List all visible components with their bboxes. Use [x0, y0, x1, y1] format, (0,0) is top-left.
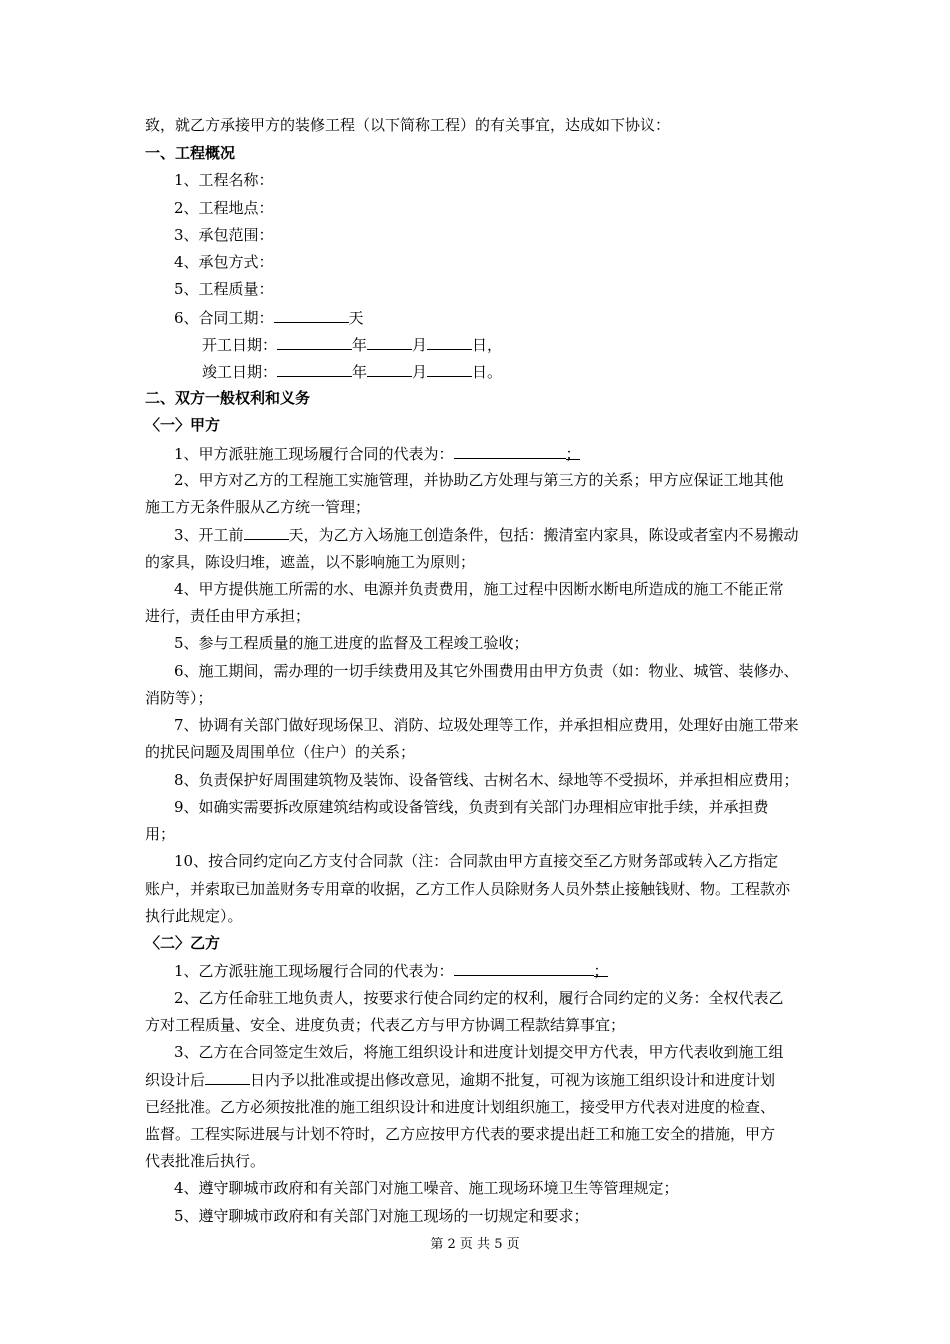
party-b-item-2: 2、乙方任命驻工地负责人，按要求行使合同约定的权利，履行合同约定的义务：全权代表乙	[174, 989, 784, 1007]
party-b-item-5: 5、遵守聊城市政府和有关部门对施工现场的一切规定和要求；	[174, 1207, 589, 1225]
party-b-item-3-cont-2: 已经批准。乙方必须按批准的施工组织设计和进度计划组织施工，接受甲方代表对进度的检查、	[145, 1098, 776, 1116]
party-b-item-3-cont-1: 织设计后 日内予以批准或提出修改意见，逾期不批复，可视为该施工组织设计和进度计划	[145, 1071, 776, 1089]
party-a-item-10-cont-1: 账户，并索取已加盖财务专用章的收据，乙方工作人员除财务人员外禁止接触钱财、物。工程款亦	[145, 880, 791, 898]
party-b-item-1: 1、乙方派驻施工现场履行合同的代表为： ；	[174, 962, 609, 980]
party-a-item-8: 8、负责保护好周围建筑物及装饰、设备管线、古树名木、绿地等不受损坏，并承担相应费用；	[174, 771, 799, 789]
end-date-line: 竣工日期： 年 月 日。	[202, 363, 503, 381]
party-a-item-3: 3、开工前 天，为乙方入场施工创造条件，包括：搬清室内家具，陈设或者室内不易搬动	[174, 526, 799, 544]
item-project-location: 2、工程地点：	[174, 199, 274, 217]
party-a-item-4-cont: 进行，责任由甲方承担；	[145, 607, 311, 625]
party-a-item-5: 5、参与工程质量的施工进度的监督及工程竣工验收；	[174, 634, 529, 652]
item-contract-period: 6、合同工期： 天	[174, 309, 364, 327]
subheading-party-b: 〈二〉乙方	[145, 934, 221, 952]
subheading-party-a: 〈一〉甲方	[145, 416, 221, 434]
party-a-item-7: 7、协调有关部门做好现场保卫、消防、垃圾处理等工作，并承担相应费用，处理好由施工带来	[174, 716, 799, 734]
item-project-name: 1、工程名称：	[174, 171, 274, 189]
section-heading-rights: 二、双方一般权利和义务	[145, 389, 311, 407]
item-contract-mode: 4、承包方式：	[174, 253, 274, 271]
page-footer: 第 2 页 共 5 页	[430, 1237, 520, 1252]
party-a-item-6: 6、施工期间，需办理的一切手续费用及其它外围费用由甲方负责（如：物业、城管、装修办、	[174, 662, 799, 680]
party-b-item-4: 4、遵守聊城市政府和有关部门对施工噪音、施工现场环境卫生等管理规定；	[174, 1179, 679, 1197]
party-a-item-2: 2、甲方对乙方的工程施工实施管理，并协助乙方处理与第三方的关系；甲方应保证工地其他	[174, 471, 784, 489]
party-b-item-2-cont: 方对工程质量、安全、进度负责；代表乙方与甲方协调工程款结算事宜；	[145, 1016, 626, 1034]
party-a-item-9-cont: 用；	[145, 825, 176, 843]
party-a-item-3-cont: 的家具，陈设归堆，遮盖，以不影响施工为原则；	[145, 553, 476, 571]
party-a-item-2-cont: 施工方无条件服从乙方统一管理；	[145, 498, 371, 516]
item-project-quality: 5、工程质量：	[174, 280, 274, 298]
party-a-item-7-cont: 的扰民问题及周围单位（住户）的关系；	[145, 743, 416, 761]
period-blank	[274, 307, 349, 323]
start-date-line: 开工日期： 年 月 日，	[202, 336, 503, 354]
party-b-item-3-cont-3: 监督。工程实际进展与计划不符时，乙方应按甲方代表的要求提出赶工和施工安全的措施，甲方	[145, 1125, 776, 1143]
party-a-item-6-cont: 消防等）；	[145, 689, 213, 707]
party-a-item-10-cont-2: 执行此规定）。	[145, 907, 243, 925]
party-b-item-3-cont-4: 代表批准后执行。	[145, 1152, 266, 1170]
party-a-item-1: 1、甲方派驻施工现场履行合同的代表为： ；	[174, 445, 581, 463]
party-a-item-10: 10、按合同约定向乙方支付合同款（注：合同款由甲方直接交至乙方财务部或转入乙方指定	[174, 852, 779, 870]
party-a-item-4: 4、甲方提供施工所需的水、电源并负责费用，施工过程中因断水断电所造成的施工不能正常	[174, 580, 784, 598]
party-a-item-9: 9、如确实需要拆改原建筑结构或设备管线，负责到有关部门办理相应审批手续，并承担费	[174, 798, 769, 816]
section-heading-overview: 一、工程概况	[145, 144, 236, 162]
item-contract-scope: 3、承包范围：	[174, 226, 274, 244]
intro-line: 致，就乙方承接甲方的装修工程（以下简称工程）的有关事宜，达成如下协议：	[145, 116, 671, 134]
party-b-item-3: 3、乙方在合同签定生效后，将施工组织设计和进度计划提交甲方代表，甲方代表收到施工组	[174, 1043, 784, 1061]
